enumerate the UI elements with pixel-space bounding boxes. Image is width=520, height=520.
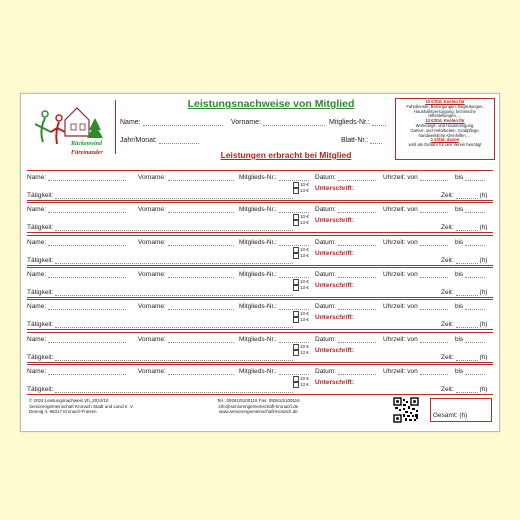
entry-rate-options bbox=[293, 279, 309, 291]
entry-taetigkeit-field[interactable] bbox=[27, 354, 293, 361]
entry-name-label: Name: bbox=[27, 335, 47, 343]
entry-taetigkeit-field[interactable] bbox=[27, 289, 293, 296]
footer-copyright: © 2024 Leistungsnachweis Vb_2024/10 bbox=[29, 398, 109, 403]
entry-uhrzeit-von-field[interactable] bbox=[383, 303, 448, 310]
entry-mitglieds-nr-label: Mitglieds-Nr.: bbox=[239, 270, 277, 278]
footer-street: Dennig 4, 96317 Kronach-Friesen bbox=[29, 409, 97, 414]
entry-unterschrift-label: Unterschrift: bbox=[315, 378, 355, 386]
footer-org-name: Seniorengemeinschaft Kronach Stadt und Land e. V. bbox=[29, 403, 134, 409]
entry-zeit-field[interactable] bbox=[441, 192, 487, 199]
entry-datum-label: Datum: bbox=[315, 335, 336, 343]
entry-mitglieds-nr-label: Mitglieds-Nr.: bbox=[239, 238, 277, 246]
header-jahr-monat-field[interactable] bbox=[120, 136, 199, 144]
entry-zeit-label: Zeit: bbox=[441, 385, 454, 393]
row-divider-top bbox=[27, 202, 493, 203]
entry-hours-unit: (h) bbox=[479, 256, 488, 264]
entry-datum-label: Datum: bbox=[315, 238, 336, 246]
price-10-heading: 10 €/Std. Kosten für bbox=[425, 99, 465, 104]
entry-datum-label: Datum: bbox=[315, 206, 336, 214]
entry-mitglieds-nr-field[interactable] bbox=[239, 239, 309, 246]
entry-unterschrift-label: Unterschrift: bbox=[315, 346, 355, 354]
rate-13-option[interactable] bbox=[293, 285, 309, 291]
row-divider-top bbox=[27, 332, 493, 333]
entry-zeit-label: Zeit: bbox=[441, 321, 454, 329]
rate-13-label: 13 € bbox=[300, 317, 309, 323]
entry-name-field[interactable] bbox=[27, 303, 126, 310]
entry-vorname-label: Vorname: bbox=[138, 206, 166, 214]
header-blatt-nr-field[interactable] bbox=[341, 136, 382, 144]
header-jahr-monat-label: Jahr/Monat: bbox=[120, 137, 157, 144]
entry-datum-field[interactable] bbox=[315, 239, 376, 246]
entry-mitglieds-nr-field[interactable] bbox=[239, 303, 309, 310]
entry-unterschrift-label: Unterschrift: bbox=[315, 281, 355, 289]
header-name-field[interactable] bbox=[120, 118, 223, 126]
entry-bis-field[interactable] bbox=[455, 239, 485, 246]
rate-13-checkbox[interactable] bbox=[293, 350, 299, 356]
rate-13-option[interactable] bbox=[293, 382, 309, 388]
rate-13-checkbox[interactable] bbox=[293, 382, 299, 388]
form-title: Leistungsnachweise von Mitglied bbox=[187, 98, 355, 110]
entry-mitglieds-nr-field[interactable] bbox=[239, 368, 309, 375]
entry-unterschrift-label: Unterschrift: bbox=[315, 249, 355, 257]
entry-name-label: Name: bbox=[27, 238, 47, 246]
entry-zeit-label: Zeit: bbox=[441, 353, 454, 361]
entry-taetigkeit-label: Tätigkeit: bbox=[27, 224, 54, 232]
entry-datum-field[interactable] bbox=[315, 271, 376, 278]
entry-name-label: Name: bbox=[27, 303, 47, 311]
row-divider-bottom bbox=[27, 200, 493, 201]
row-divider-bottom bbox=[27, 265, 493, 266]
rate-13-option[interactable] bbox=[293, 317, 309, 323]
entry-row bbox=[21, 235, 499, 268]
row-divider-top bbox=[27, 170, 493, 171]
entry-hours-unit: (h) bbox=[479, 288, 488, 296]
price-13-line-1: Wohnungs- und Hausreinigung, bbox=[415, 122, 475, 128]
logo-text-2: Füreinander bbox=[71, 150, 103, 156]
entry-bis-label: bis bbox=[455, 206, 464, 214]
logo-text-1: Rückenwind bbox=[71, 141, 103, 147]
entry-mitglieds-nr-field[interactable] bbox=[239, 174, 309, 181]
entry-vorname-label: Vorname: bbox=[138, 174, 166, 181]
entry-row bbox=[21, 170, 499, 203]
entry-zeit-field[interactable] bbox=[441, 321, 487, 328]
entry-datum-field[interactable] bbox=[315, 206, 376, 213]
form-header bbox=[21, 94, 499, 164]
entry-uhrzeit-von-field[interactable] bbox=[383, 368, 448, 375]
entry-datum-field[interactable] bbox=[315, 174, 376, 181]
rate-13-label: 13 € bbox=[300, 220, 309, 226]
entry-rate-options bbox=[293, 182, 309, 194]
entry-unterschrift-label: Unterschrift: bbox=[315, 185, 355, 192]
rate-10-label: 10 € bbox=[300, 311, 309, 317]
header-mitglieds-nr-field[interactable] bbox=[329, 118, 386, 126]
entry-uhrzeit-von-field[interactable] bbox=[383, 174, 448, 181]
entry-bis-label: bis bbox=[455, 367, 464, 375]
entry-hours-unit: (h) bbox=[479, 224, 488, 232]
entry-mitglieds-nr-field[interactable] bbox=[239, 206, 309, 213]
rate-13-option[interactable] bbox=[293, 188, 309, 194]
entry-uhrzeit-von-field[interactable] bbox=[383, 239, 448, 246]
rate-13-label: 13 € bbox=[300, 252, 309, 258]
entry-vorname-field[interactable] bbox=[138, 368, 234, 375]
entry-mitglieds-nr-label: Mitglieds-Nr.: bbox=[239, 335, 277, 343]
header-vorname-label: Vorname: bbox=[231, 119, 261, 126]
entry-row bbox=[21, 364, 499, 397]
entry-datum-label: Datum: bbox=[315, 367, 336, 375]
entry-bis-field[interactable] bbox=[455, 336, 485, 343]
entry-row bbox=[21, 267, 499, 300]
entry-vorname-field[interactable] bbox=[138, 206, 234, 213]
entry-zeit-field[interactable] bbox=[441, 289, 487, 296]
footer-email: info@seniorengemeinschaft-kronach.de bbox=[218, 403, 299, 409]
entry-datum-label: Datum: bbox=[315, 174, 336, 181]
entry-zeit-field[interactable] bbox=[441, 224, 487, 231]
entry-mitglieds-nr-label: Mitglieds-Nr.: bbox=[239, 303, 277, 311]
entry-uhrzeit-von-label: Uhrzeit: von bbox=[383, 367, 418, 375]
rate-10-label: 10 € bbox=[300, 214, 309, 220]
entry-taetigkeit-field[interactable] bbox=[27, 224, 293, 231]
rate-13-option[interactable] bbox=[293, 350, 309, 356]
entry-zeit-field[interactable] bbox=[441, 354, 487, 361]
organization-logo bbox=[25, 98, 111, 160]
entry-zeit-field[interactable] bbox=[441, 257, 487, 264]
entry-name-field[interactable] bbox=[27, 174, 126, 181]
entry-taetigkeit-label: Tätigkeit: bbox=[27, 321, 54, 329]
entry-taetigkeit-label: Tätigkeit: bbox=[27, 256, 54, 264]
price-10-line-2: Haushaltsversorgung, technische bbox=[414, 108, 476, 114]
entry-taetigkeit-label: Tätigkeit: bbox=[27, 385, 54, 393]
rate-10-label: 10 € bbox=[300, 375, 309, 381]
header-mitglieds-nr-label: Mitglieds-Nr.: bbox=[329, 119, 370, 126]
entry-rate-options bbox=[293, 214, 309, 226]
form-footer bbox=[21, 394, 499, 431]
entry-datum-field[interactable] bbox=[315, 368, 376, 375]
rate-13-checkbox[interactable] bbox=[293, 188, 299, 194]
entry-taetigkeit-label: Tätigkeit: bbox=[27, 288, 54, 296]
entry-hours-unit: (h) bbox=[479, 192, 488, 199]
entry-rate-options bbox=[293, 247, 309, 259]
entry-datum-field[interactable] bbox=[315, 336, 376, 343]
entry-mitglieds-nr-field[interactable] bbox=[239, 271, 309, 278]
entry-unterschrift-field[interactable] bbox=[315, 217, 354, 224]
row-divider-top bbox=[27, 235, 493, 236]
entry-mitglieds-nr-label: Mitglieds-Nr.: bbox=[239, 174, 277, 181]
entry-datum-label: Datum: bbox=[315, 270, 336, 278]
entry-rate-options bbox=[293, 344, 309, 356]
entry-zeit-label: Zeit: bbox=[441, 256, 454, 264]
price-13-line-2: Garten- und Hofarbeiten, Grabpflege, bbox=[410, 127, 480, 133]
header-divider-left bbox=[115, 100, 116, 154]
entry-bis-field[interactable] bbox=[455, 271, 485, 278]
entry-unterschrift-field[interactable] bbox=[315, 379, 354, 386]
entry-vorname-label: Vorname: bbox=[138, 367, 166, 375]
entry-name-label: Name: bbox=[27, 367, 47, 375]
rate-13-checkbox[interactable] bbox=[293, 220, 299, 226]
entry-bis-field[interactable] bbox=[455, 174, 485, 181]
form-sheet bbox=[20, 93, 500, 432]
entry-bis-label: bis bbox=[455, 303, 464, 311]
rate-10-label: 10 € bbox=[300, 182, 309, 188]
entry-zeit-label: Zeit: bbox=[441, 192, 454, 199]
rate-13-option[interactable] bbox=[293, 253, 309, 259]
entry-bis-label: bis bbox=[455, 335, 464, 343]
entry-vorname-field[interactable] bbox=[138, 239, 234, 246]
entry-hours-unit: (h) bbox=[479, 385, 488, 393]
footer-phone-fax: Tel.: 09261/5100115 Fax: 09261/5100116 bbox=[217, 398, 300, 403]
footer-address bbox=[29, 398, 134, 415]
entry-unterschrift-field[interactable] bbox=[315, 185, 354, 192]
rate-13-checkbox[interactable] bbox=[293, 317, 299, 323]
header-blatt-nr-label: Blatt-Nr.: bbox=[341, 137, 369, 144]
entry-datum-label: Datum: bbox=[315, 303, 336, 311]
total-hours-label: Gesamt: (h) bbox=[433, 411, 468, 419]
footer-contact bbox=[217, 398, 300, 415]
row-divider-bottom bbox=[27, 362, 493, 363]
rate-13-option[interactable] bbox=[293, 220, 309, 226]
entry-rate-options bbox=[293, 311, 309, 323]
entry-uhrzeit-von-label: Uhrzeit: von bbox=[383, 335, 418, 343]
fee-heading: 1 €/Std. davon bbox=[430, 137, 460, 143]
rate-13-label: 13 € bbox=[300, 188, 309, 194]
entry-uhrzeit-von-label: Uhrzeit: von bbox=[383, 270, 418, 278]
entry-taetigkeit-label: Tätigkeit: bbox=[27, 192, 54, 199]
entry-datum-field[interactable] bbox=[315, 303, 376, 310]
entry-name-label: Name: bbox=[27, 174, 47, 181]
entry-bis-label: bis bbox=[455, 174, 464, 181]
entry-name-field[interactable] bbox=[27, 271, 126, 278]
entry-taetigkeit-field[interactable] bbox=[27, 321, 293, 328]
entry-bis-field[interactable] bbox=[455, 206, 485, 213]
entry-unterschrift-label: Unterschrift: bbox=[315, 314, 355, 322]
row-divider-bottom bbox=[27, 297, 493, 298]
entry-hours-unit: (h) bbox=[479, 353, 488, 361]
entry-taetigkeit-field[interactable] bbox=[27, 257, 293, 264]
price-info-box bbox=[395, 98, 495, 160]
row-divider-top bbox=[27, 364, 493, 365]
price-10-line-1: Fahrdienste, Besorgungen, Begleitungen, bbox=[406, 103, 484, 109]
row-divider-bottom bbox=[27, 232, 493, 233]
rate-13-checkbox[interactable] bbox=[293, 285, 299, 291]
price-10-line-3: Hilfestellungen, ... bbox=[428, 113, 462, 119]
entry-name-label: Name: bbox=[27, 270, 47, 278]
entry-unterschrift-label: Unterschrift: bbox=[315, 217, 355, 225]
entry-uhrzeit-von-label: Uhrzeit: von bbox=[383, 303, 418, 311]
header-vorname-field[interactable] bbox=[231, 118, 325, 126]
rate-10-label: 10 € bbox=[300, 343, 309, 349]
rate-10-label: 10 € bbox=[300, 246, 309, 252]
entry-bis-field[interactable] bbox=[455, 368, 485, 375]
entry-unterschrift-field[interactable] bbox=[315, 282, 354, 289]
entry-name-field[interactable] bbox=[27, 336, 126, 343]
entry-zeit-label: Zeit: bbox=[441, 224, 454, 232]
entry-vorname-label: Vorname: bbox=[138, 238, 166, 246]
row-divider-top bbox=[27, 299, 493, 300]
entry-taetigkeit-field[interactable] bbox=[27, 192, 293, 199]
entry-taetigkeit-label: Tätigkeit: bbox=[27, 353, 54, 361]
fee-line: wird als Gebühr für den Verein benötigt bbox=[408, 142, 482, 148]
entry-vorname-label: Vorname: bbox=[138, 335, 166, 343]
entry-name-label: Name: bbox=[27, 206, 47, 214]
rate-13-label: 13 € bbox=[300, 381, 309, 387]
total-hours-box[interactable] bbox=[430, 398, 492, 422]
entry-name-field[interactable] bbox=[27, 368, 126, 375]
entry-vorname-label: Vorname: bbox=[138, 270, 166, 278]
price-13-line-3: handwerkliche Kleinhilfen, ... bbox=[418, 132, 472, 138]
header-name-label: Name: bbox=[120, 119, 141, 126]
entry-hours-unit: (h) bbox=[479, 321, 488, 329]
row-divider-top bbox=[27, 267, 493, 268]
entry-rate-options bbox=[293, 376, 309, 388]
entry-uhrzeit-von-label: Uhrzeit: von bbox=[383, 238, 418, 246]
entry-vorname-field[interactable] bbox=[138, 271, 234, 278]
entry-name-field[interactable] bbox=[27, 239, 126, 246]
entry-vorname-field[interactable] bbox=[138, 336, 234, 343]
entry-zeit-label: Zeit: bbox=[441, 288, 454, 296]
entry-mitglieds-nr-label: Mitglieds-Nr.: bbox=[239, 367, 277, 375]
qr-code-icon bbox=[393, 397, 419, 423]
rate-13-label: 13 € bbox=[300, 349, 309, 355]
entry-bis-label: bis bbox=[455, 238, 464, 246]
entry-row bbox=[21, 299, 499, 332]
entry-uhrzeit-von-field[interactable] bbox=[383, 336, 448, 343]
price-13-heading: 13 €/Std. Kosten für bbox=[425, 118, 465, 124]
entry-bis-field[interactable] bbox=[455, 303, 485, 310]
entry-vorname-field[interactable] bbox=[138, 303, 234, 310]
entry-uhrzeit-von-label: Uhrzeit: von bbox=[383, 174, 418, 181]
entry-vorname-label: Vorname: bbox=[138, 303, 166, 311]
row-divider-bottom bbox=[27, 329, 493, 330]
entry-unterschrift-field[interactable] bbox=[315, 347, 354, 354]
entry-uhrzeit-von-field[interactable] bbox=[383, 271, 448, 278]
entry-zeit-field[interactable] bbox=[441, 386, 487, 393]
entry-uhrzeit-von-label: Uhrzeit: von bbox=[383, 206, 418, 214]
entry-row bbox=[21, 332, 499, 365]
rate-13-label: 13 € bbox=[300, 285, 309, 291]
rate-10-label: 10 € bbox=[300, 279, 309, 285]
form-subtitle: Leistungen erbracht bei Mitglied bbox=[220, 150, 352, 160]
rate-13-checkbox[interactable] bbox=[293, 253, 299, 259]
footer-website: www.seniorengemeinschaft-kronach.de bbox=[219, 409, 298, 414]
entry-name-field[interactable] bbox=[27, 206, 126, 213]
entry-uhrzeit-von-field[interactable] bbox=[383, 206, 448, 213]
entry-bis-label: bis bbox=[455, 270, 464, 278]
entry-unterschrift-field[interactable] bbox=[315, 314, 354, 321]
entry-unterschrift-field[interactable] bbox=[315, 250, 354, 257]
entry-mitglieds-nr-label: Mitglieds-Nr.: bbox=[239, 206, 277, 214]
entry-vorname-field[interactable] bbox=[138, 174, 234, 181]
entry-row bbox=[21, 202, 499, 235]
entry-mitglieds-nr-field[interactable] bbox=[239, 336, 309, 343]
entry-taetigkeit-field[interactable] bbox=[27, 386, 293, 393]
